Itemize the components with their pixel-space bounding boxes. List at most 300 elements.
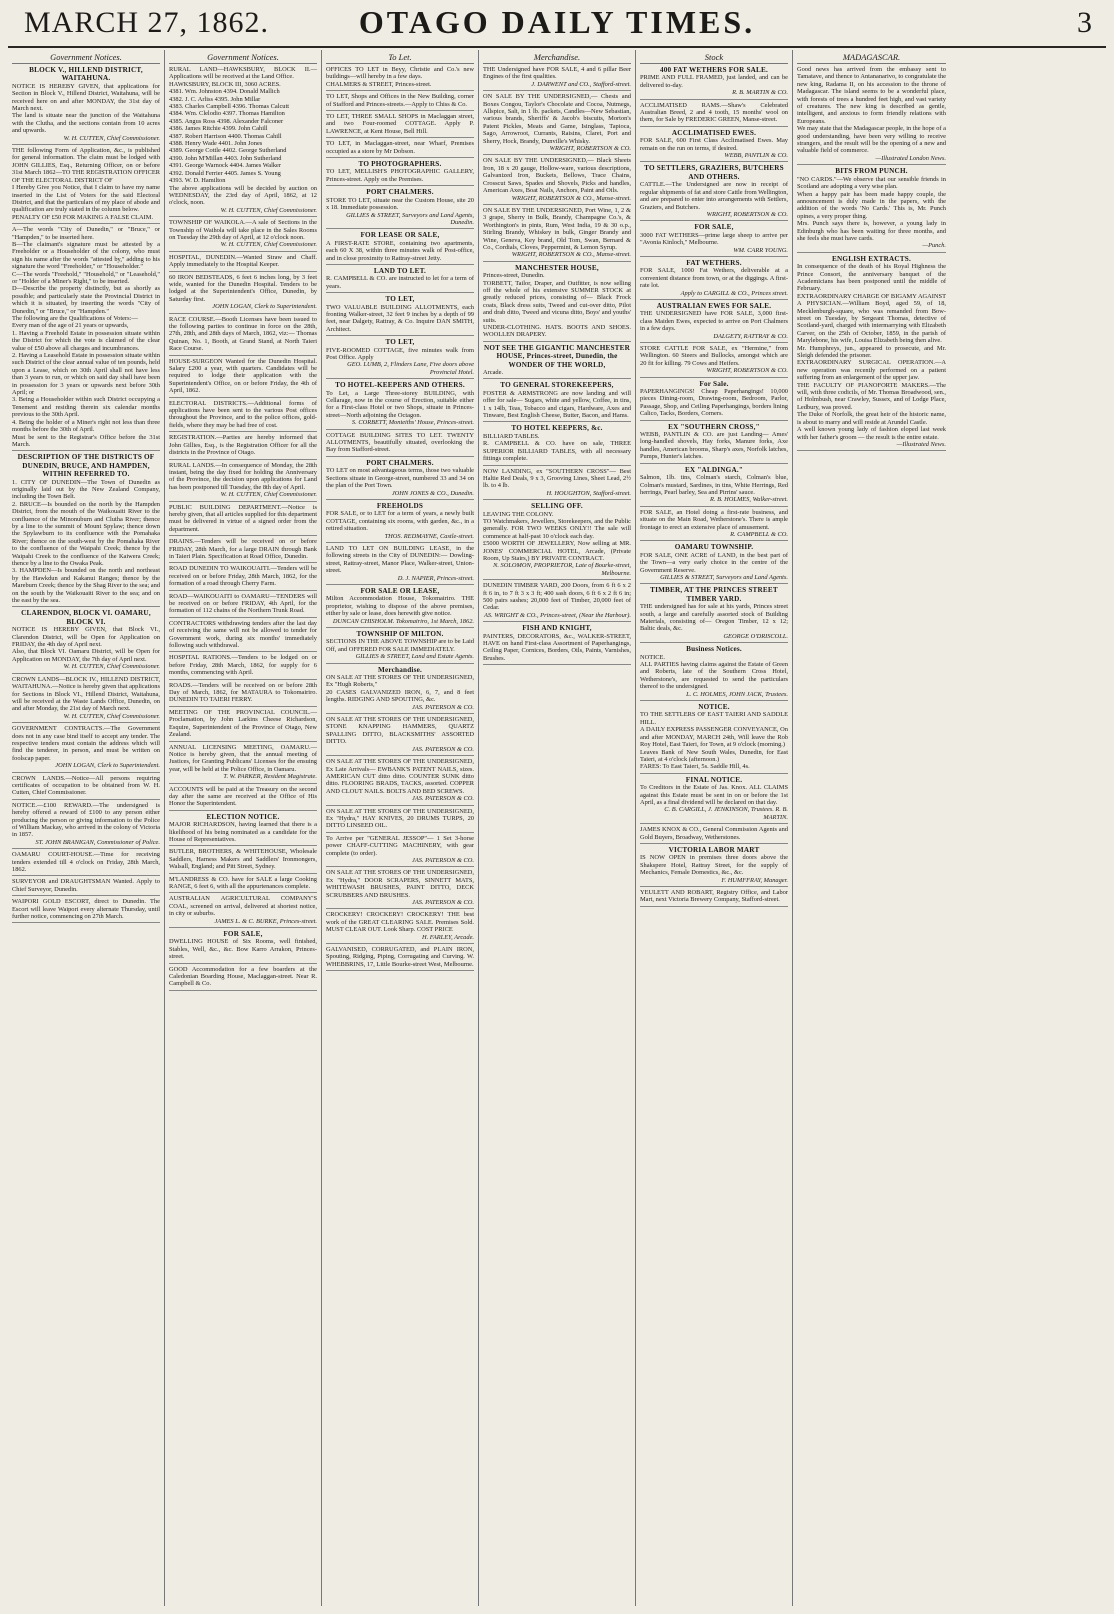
advertisement-line: ON SALE AT THE STORES OF THE UNDERSIGNED, Ex "Hydra," DOOR SCRAPERS, SINNETT MATS, WHITEWASH BRUSHES, PAINT DITTO, DECK SCRUBBERS AND BRUSHES. — [326, 869, 474, 899]
advertisement — [12, 66, 160, 145]
advertisement-body — [326, 835, 474, 857]
advertisement-line: TORBETT, Tailor, Draper, and Outfitter, is now selling off the whole of his extensive SUMMER STOCK at greatly reduced prices, consisting of— Black Frock coats, Black dress suits, Tweed and cut-over ditto, Pilot and drab ditto, Tweed and vicuna ditto, Boys' and youths' suits. — [483, 279, 631, 324]
advertisement-line: GOVERNMENT CONTRACTS.—The Government does not in any case bind itself to accept any tender. The respective tenders must contain the address which will find the tenderer, in person, and must be written on foolscap paper. — [12, 725, 160, 762]
advertisement-line: OFFICES TO LET in Beyy, Christie and Co.'s new buildings—will hereby in a few days. — [326, 66, 474, 81]
advertisement — [326, 716, 474, 756]
advertisement-body — [169, 620, 317, 650]
advertisement-line: RACE COURSE.—Booth Licenses have been issued to the following parties to continue in force on the 28th, 27th, 28th, and 28th days of March, 1862, viz:— Thomas Quinan, No. 1, Booth, at Grand Stand, at North Taieri Race Course. — [169, 315, 317, 353]
advertisement-title: TO LET, — [385, 295, 415, 304]
column-2 — [165, 50, 322, 1606]
advertisement-line: BILLIARD TABLES. — [483, 432, 540, 440]
advertisement-line: PRIME AND FULL FRAMED, just landed, and can be delivered to-day. — [640, 74, 788, 89]
advertisement-title: TO GENERAL STOREKEEPERS, — [500, 381, 614, 390]
advertisement-body — [326, 946, 474, 968]
advertisement-line: 4393. W. D. Hamilton — [169, 177, 226, 185]
advertisement-signature: W. H. CUTTEN, Chief Commissioner. — [63, 663, 160, 671]
advertisement-line: 4383. Charles Campbell 4396. Thomas Calcutt — [169, 103, 290, 111]
advertisement-line: HOSPITAL, DUNEDIN.—Wanted Straw and Chaff. Apply immediately to the Hospital Keeper. — [169, 253, 317, 269]
advertisement-body — [483, 157, 631, 194]
advertisement-signature: JOHN JONES & CO., Dunedin. — [391, 489, 474, 497]
advertisement-line: CROCKERY! CROCKERY! CROCKERY! THE best work of the GREAT CLEARING SALE. Premises Sold. MUST CLEAR OUT. Look Sharp. COST PRICE — [326, 911, 474, 934]
advertisement-line: ELECTORAL DISTRICTS.—Additional forms of applications have been sent to the various Post offices throughout the Province, and to the police offices, gold-fields, where they may be had free of cost. — [169, 399, 317, 429]
advertisement — [169, 274, 317, 314]
advertisement-line: A well known young lady of fashion eloped last week with her father's groom — the result is the entire estate. — [797, 426, 946, 441]
advertisement-line: PAINTERS, DECORATORS, &c., WALKER-STREET, HAVE on hand First-class Assortment of Paperhangings, Ceiling Paper, Cornices, Borders, Oils, Paints, Varnishes, Brushes. — [483, 632, 631, 662]
advertisement-line: When a happy pair has been made happy couple, the announcement is duly made in the papers, with the addition of the words 'No Cards.' This is, Mr. Punch opines, a very proper thing. — [797, 190, 946, 220]
advertisement — [483, 624, 631, 665]
advertisement-line: CROWN LANDS—BLOCK IV., HILLEND DISTRICT, WAITAHUNA.—Notice is hereby given that applications for Sections in Block VI., Hillend District, Waitahuna, will be received at the Waste Lands Office, Dunedin, on and after Monday, the 21st day of March next. — [12, 675, 160, 713]
column-heading: To Let. — [326, 52, 474, 64]
advertisement-body — [169, 895, 317, 917]
advertisement-line: MAJOR RICHARDSON, having learned that there is a likelihood of his being nominated as a candidate for the House of Representatives. — [169, 821, 317, 843]
advertisement — [640, 164, 788, 221]
advertisement — [169, 358, 317, 398]
advertisement-line: 3. HAMPDEN—Is bounded on the north and northeast by the Hawkdun and Kakanui Ranges; thence by the Mareburn Creek; thence by the Shag River to the sea; and on the south by the Waikouaiti River to the sea; and on the east by the sea. — [12, 567, 161, 605]
advertisement-body — [169, 682, 317, 704]
advertisement-body — [640, 711, 788, 770]
advertisement-signature: W. H. CUTTEN, Chief Commissioner. — [220, 241, 317, 249]
advertisement — [326, 432, 474, 457]
advertisement — [640, 466, 788, 507]
advertisement-line: Also, that Block VI. Oamaru District, will be Open for Application on MONDAY, the 7th day of April next. — [12, 648, 160, 663]
advertisement-body — [640, 509, 788, 531]
advertisement-line: FOSTER & ARMSTRONG are now landing and will offer for sale— Sugars, white and yellow, Coffee, in tins, 1 x 14lb, Teas, Tobacco and cigars, Hardware, Axes and Tinware, Best English Cheese, Butter, Bacon, and Hams. — [483, 389, 631, 420]
advertisement-body — [169, 848, 317, 870]
advertisement-line: The land is situate near the junction of the Waitahuna with the Clutha, and the sections contain from 10 acres and upwards. — [12, 112, 160, 135]
advertisement-line: The Duke of Norfolk, the great heir of the historic name, is about to marry and will reside at Arundel Castle. — [797, 411, 946, 426]
advertisement — [12, 802, 160, 849]
advertisement-body — [326, 545, 474, 575]
advertisement-line: ROAD DUNEDIN TO WAIKOUAITI.—Tenders will be received on or before Friday, 28th March, 1862, for the formation of a road through Cherry Farm. — [169, 565, 317, 588]
advertisement-line: Good news has arrived from the embassy sent to Tamatave, and thence to Antananarivo, to congratulate the new king, Radama II, on his accession to the throne of Madagascar. The island seems to be a wonderful place, with forests of trees a hundred feet high, and vast variety of creatures. The new king is described as gentle, intelligent, and anxious to form friendly relations with Europeans. — [797, 66, 946, 125]
advertisement — [169, 930, 317, 964]
advertisement — [12, 775, 160, 800]
advertisement-body — [640, 552, 788, 574]
advertisement — [483, 381, 631, 422]
masthead-rule — [8, 46, 1106, 48]
column-heading: Government Notices. — [12, 52, 160, 64]
advertisement-title: ELECTION NOTICE. — [206, 812, 280, 821]
advertisement-line: THE following Form of Application, &c., is published for general information. The claim must be lodged with JOHN GILLIES, Esq., Returning Officer, on or before 31st March 1862—TO THE REGISTRATION OFFICER OF THE ELECTORAL DISTRICT OF — [12, 147, 160, 184]
column-6 — [793, 50, 950, 1606]
advertisement-body — [12, 626, 160, 663]
advertisement-line: ALL PARTIES having claims against the Estate of Green and Roberts, late of the Southern Cross Hotel, Wetherstone's, are requested to send the particulars thereof to the undersigned. — [640, 661, 788, 691]
advertisement-title: Merchandise. — [378, 665, 422, 674]
advertisement-line: 4382. J. C. Arliss 4395. John Millar — [169, 95, 261, 103]
advertisement — [326, 338, 474, 379]
advertisement — [640, 543, 788, 584]
advertisement-line: CATTLE.—The Undersigned are now in receipt of regular shipments of fat and store Cattle from Wellington, and are prepared to enter into arrangements with Settlers, Graziers, and Butchers. — [640, 181, 788, 211]
advertisement-signature: ST. JOHN BRANIGAN, Commissioner of Police. — [35, 838, 160, 846]
advertisement-line: ACCLIMATISED RAMS.—Shaw's Celebrated Australian Breed, 2 and 4 tooth, 15 months' wool on them, for Sale by FREDERIC GREEN, Manse-street. — [640, 101, 788, 124]
advertisement-title: FOR LEASE OR SALE, — [360, 231, 440, 240]
advertisement-title: FOR SALE, — [223, 930, 263, 939]
advertisement-signature: C. B. CARGILL, J. JENKINSON, Trustees. R. B. MARTIN. — [664, 806, 788, 821]
advertisement — [640, 259, 788, 300]
advertisement — [326, 113, 474, 138]
advertisement-line: FOR SALE, 1000 Fat Wethers, deliverable at a convenient distance from town, or at the diggings. A first-rate lot. — [640, 267, 788, 290]
advertisement-body — [326, 390, 474, 420]
advertisement — [169, 744, 317, 784]
advertisement-line: Leaves Bank of New South Wales, Dunedin, for East Taieri, at 4 o'clock (afternoon.) — [640, 748, 788, 763]
advertisement-body — [169, 876, 317, 891]
advertisement-line: GALVANISED, CORRUGATED, and PLAIN IRON, Spouting, Ridging, Piping, Corrugating and Curving. W. WHEBBRINS, 17, Little Bourke-street West, Melbourne. — [326, 946, 474, 968]
advertisement-title: FAT WETHERS. — [686, 258, 742, 267]
advertisement — [797, 66, 946, 165]
advertisement-body — [326, 467, 474, 489]
advertisement — [483, 582, 631, 622]
advertisement-line: LEAVING THE COLONY. — [483, 510, 554, 518]
advertisement-line: Milton Accommodation House, Tokomairiro. THE proprietor, wishing to dispose of the above premises, either by sale or lease, does herewith give notice. — [326, 595, 474, 618]
advertisement — [797, 167, 946, 252]
advertisement-line: CROWN LANDS.—Notice—All persons requiring certificates of occupation to be obtained from W. H. Cutten, Chief Commissioner. — [12, 774, 160, 797]
advertisement-line: LAND TO LET ON BUILDING LEASE, in the following streets in the City of DUNEDIN:— Dowling-street, Rattray-street, Manor Place, Walker-street, Union-street. — [326, 544, 474, 575]
advertisement-line: EXTRAORDINARY SURGICAL OPERATION.—A new operation was recently performed on a patient suffering from an enlargement of the upper jaw. — [797, 359, 946, 382]
advertisement — [326, 295, 474, 336]
advertisement-body — [326, 869, 474, 899]
advertisement-line: ACCOUNTS will be paid at the Treasury on the second day after the same are received at the Office of His Honor the Superintendent. — [169, 785, 317, 808]
advertisement-line: 4391. George Warnock 4404. James Walker — [169, 162, 282, 170]
advertisement-signature: GILLIES & STREET, Land and Estate Agents. — [355, 653, 474, 661]
advertisement — [326, 808, 474, 833]
advertisement-line: To Creditors in the Estate of Jas. Knox. ALL CLAIMS against this Estate must be sent in on or before the 1st April, as a final dividend will be declared on that day. — [640, 784, 788, 806]
advertisement-line: CONTRACTORS withdrawing tenders after the last day of receiving the same will not be allowed to tender for Government work, during six months' immediately following such withdrawal. — [169, 619, 317, 650]
advertisement-title: FINAL NOTICE. — [685, 775, 743, 784]
advertisement — [169, 620, 317, 653]
advertisement-body — [169, 593, 317, 615]
advertisement-title: EX "SOUTHERN CROSS," — [668, 422, 760, 431]
advertisement-body — [483, 511, 631, 563]
advertisement-signature: WM. CARR YOUNG. — [733, 246, 788, 254]
advertisement-line: FIVE-ROOMED COTTAGE, five minutes walk from Post Office. Apply — [326, 346, 474, 361]
advertisement-signature: T. W. PARKER, Resident Magistrate. — [223, 773, 317, 781]
advertisement-line: ON SALE BY THE UNDERSIGNED,— Black Sheets Iron, 18 x 20 gauge, Hollow-ware, various descriptions, Galvanized Iron, Buckets, Bellows, Trace Chains, Crosscut Saws, Spades and Shovels, Picks and handles, American Axes, Boat Nails, Anchors, Paint and Oils. — [483, 157, 631, 195]
advertisement — [169, 813, 317, 847]
advertisement-title: DESCRIPTION OF THE DISTRICTS OF DUNEDIN, BRUCE, AND HAMPDEN, WITHIN REFERRED TO. — [17, 453, 155, 479]
advertisement-signature: —Illustrated News. — [896, 440, 946, 448]
advertisement-body — [326, 716, 474, 746]
advertisement-signature: L. C. HOLMES, JOHN JACK, Trustees. — [686, 690, 788, 698]
advertisement-signature: D. J. NAPIER, Princes-street. — [397, 574, 474, 582]
advertisement-signature: JOHN LOGAN, Clerk to Superintendent. — [212, 303, 317, 311]
advertisement-signature: W. H. CUTTEN, Chief Commissioner. — [63, 134, 160, 142]
advertisement-signature: R. B. HOLMES, Walker-street. — [709, 496, 788, 504]
advertisement — [640, 776, 788, 824]
advertisement-body — [169, 254, 317, 269]
advertisement-line: ANNUAL LICENSING MEETING, OAMARU.—Notice is hereby given, that the annual meeting of Justices, for Granting Publicans' Licenses for the ensuing year, will be held at the Police Office, in Oamaru. — [169, 743, 317, 773]
advertisement — [326, 188, 474, 229]
advertisement-title: FREEHOLDS — [376, 501, 424, 510]
advertisement-body — [326, 275, 474, 290]
advertisement-signature: DALGETY, RATTRAY & CO. — [713, 332, 788, 340]
advertisement-line: ON SALE BY THE UNDERSIGNED,— Chests and Boxes Congou, Taylor's Chocolate and Cocoa, Nutmegs, Allspice, Salt, in 1 lb. packets, Candles—New Sebastian, various brands, Sheriffs' & Jacob's biscuits, Morton's Patent Pickles, Meats and Game, Isinglass, Tapioca, Sago, Arrowroot, Currants, Raisins, Claret, Port and Sherry, Hock, Brandy, Dunville's Whisky. — [483, 93, 631, 145]
advertisement — [640, 703, 788, 774]
advertisement-body — [797, 66, 946, 155]
advertisement-line: STORE TO LET, situate near the Custom House, site 20 x 18. Immediate possession. — [326, 196, 474, 212]
advertisement-line: AUSTRALIAN AGRICULTURAL COMPANY'S COAL, screened on arrival, delivered at shortest notice, in city or suburbs. — [169, 895, 317, 918]
advertisement-title: 400 FAT WETHERS FOR SALE. — [659, 66, 769, 74]
advertisement-title: OAMARU TOWNSHIP. — [674, 543, 754, 552]
advertisement-line: RURAL LAND—HAWKSBURY, BLOCK II.—Applications will be received at the Land Office. — [169, 66, 317, 81]
advertisement-line: NOTICE IS HEREBY GIVEN, that Block VI., Clarendon District, will be Open for Application on FRIDAY, the 4th day of April next. — [12, 626, 160, 649]
advertisement-title: CLARENDON, BLOCK VI. OAMARU, BLOCK VI. — [21, 609, 151, 626]
advertisement-body — [483, 433, 631, 463]
advertisement-body — [326, 240, 474, 262]
masthead — [0, 0, 1114, 46]
advertisement — [169, 876, 317, 894]
advertisement-line: ROADS.—Tenders will be received on or before 28th Day of March, 1862, for MATAURA to Tokomairiro. DUNEDIN TO TAIERI FERRY. — [169, 681, 317, 704]
advertisement-signature: S. CORBETT, Monteiths' House, Princes-street. — [351, 419, 474, 427]
advertisement-line: FARES: To East Taieri, 5s. Saddle Hill, 4s. — [640, 763, 750, 771]
advertisement-signature: WRIGHT, ROBERTSON & CO., Manse-street. — [511, 194, 631, 202]
advertisement — [326, 835, 474, 868]
advertisement-signature: THOS. REDMAYNE, Castle-street. — [384, 532, 474, 540]
advertisement-line: FOR SALE, or to LET for a term of years, a newly built COTTAGE, containing six rooms, with garden, &c., in a retired situation. — [326, 510, 474, 533]
advertisement-body — [640, 345, 788, 367]
advertisement-signature: WRIGHT, ROBERTSON & CO. — [706, 367, 788, 375]
advertisement — [640, 129, 788, 163]
advertisement-body — [640, 388, 788, 418]
advertisement-line: Every man of the age of 21 years or upwards, — [12, 322, 129, 330]
advertisement — [483, 344, 631, 380]
advertisement-body — [326, 510, 474, 532]
advertisement — [169, 895, 317, 928]
advertisement-line: GOOD Accommodation for a few boarders at the Caledonian Boarding House, Maclaggan-street. Near R. Campbell & Co. — [169, 965, 317, 988]
advertisement-line: THE UNDERSIGNED have FOR SALE, 3,000 first-class Maiden Ewes, expected to arrive on Port Chalmers in a few days. — [640, 310, 788, 333]
advertisement-signature: GEO. LUMB, 2, Flinders Lane, Five doors above Provincial Hotel. — [347, 361, 474, 376]
advertisement-line: Mr. Humphreys, jun., appeared to prosecute, and Mr. Sleigh defended the prisoner. — [797, 344, 946, 360]
advertisement — [326, 267, 474, 293]
advertisement — [483, 502, 631, 580]
advertisement-line: ON SALE AT THE STORES OF THE UNDERSIGNED, Ex Late Arrivals— EWBANK'S PATENT NAILS, sizes. AMERICAN CUT ditto ditto. COUNTER SUNK ditto ditto. FLOORING BRADS, TACKS, assorted. COPPER AND CLOUT NAILS. BOLTS AND BED SCREWS. — [326, 758, 474, 795]
advertisement-body — [169, 938, 317, 960]
advertisement-body — [169, 744, 317, 774]
advertisement-line: C—The words "Freehold," "Household," or "Leasehold," or "Holder of a Miner's Right," to be inserted. — [12, 270, 160, 285]
advertisement-line: OAMARU COURT-HOUSE.—Time for receiving tenders extended till 4 o'clock on Friday, 28th March, 1862. — [12, 851, 160, 874]
advertisement-signature: —Illustrated London News. — [875, 154, 946, 162]
advertisement — [12, 898, 160, 923]
advertisement — [640, 889, 788, 907]
advertisement-body — [326, 638, 474, 653]
advertisement-line: 4392. Donald Ferrier 4405. James S. Young — [169, 169, 281, 177]
advertisement — [326, 666, 474, 714]
advertisement-signature: GILLIES & STREET, Surveyors and Land Agents, Dunedin. — [346, 211, 474, 226]
advertisement-body — [326, 140, 474, 155]
advertisement-line: 3000 FAT WETHERS—prime large sheep to arrive per "Avonia Kinloch," Melbourne. — [640, 231, 788, 247]
advertisement-body — [640, 826, 788, 841]
column-heading: Government Notices. — [169, 52, 317, 64]
advertisement-line: We may state that the Madagascar people, in the hope of a good understanding, have been very willing to receive strangers, and the result will be the opening of a new and valuable field of commerce. — [797, 125, 946, 155]
advertisement — [640, 102, 788, 127]
advertisement-body — [326, 168, 474, 183]
advertisement — [169, 434, 317, 459]
advertisement-body — [169, 709, 317, 739]
advertisement-title: NOTICE. — [698, 703, 730, 712]
advertisement — [797, 255, 946, 452]
advertisement-signature: R. CAMPBELL & CO. — [730, 530, 788, 538]
advertisement-line: 4388. Henry Wade 4401. John Jones — [169, 140, 263, 148]
advertisement-body — [169, 316, 317, 353]
advertisement-line: 4389. George Cottle 4402. George Sutherland — [169, 147, 287, 155]
advertisement-line: DUNEDIN TIMBER YARD, 200 Doors, from 6 ft 6 x 2 ft 6 in, to 7 ft 3 x 3 ft; 400 sash doors, 6 ft 6 x 2 ft 6 in; 500 pairs sashes; 20,000 feet of Timber, 20,000 feet of Cedar. — [483, 582, 631, 612]
advertisement-body — [12, 147, 160, 221]
advertisement-body — [797, 176, 946, 243]
advertisement-title: AUSTRALIAN EWES FOR SALE. — [656, 301, 772, 310]
advertisement-signature: JAS. PATERSON & CO. — [412, 899, 474, 906]
advertisement-signature: W. H. CUTTEN, Chief Commissioner. — [63, 712, 160, 720]
advertisement — [326, 911, 474, 944]
advertisement — [12, 226, 160, 451]
advertisement-line: PUBLIC BUILDING DEPARTMENT.—Notice is hereby given, that all articles supplied for this department must be delivered in virtue of a signed order from the department. — [169, 503, 317, 533]
advertisement-body — [326, 808, 474, 830]
advertisement — [169, 848, 317, 873]
advertisement — [169, 709, 317, 742]
advertisement — [640, 423, 788, 464]
advertisement-line: £5000 WORTH OF JEWELLERY, Now selling at MR. JONES' COMMERCIAL HOTEL, Arcade, (Private Room, Up Stairs,) BY PRIVATE CONTRACT. — [483, 540, 631, 562]
advertisement-line: WEBB, PANTLIN & CO. are just Landing— Ames' long-handled shovels, Hay forks, Manure forks, Axe handles, American brooms, Sharp's axes, Norfolk latches, Pumps, Hunter's latches. — [640, 431, 788, 461]
advertisement-line: NOTICE IS HEREBY GIVEN, that applications for Section in Block V., Hillend District, Waitahuna, will be received here on and after MONDAY, the 31st day of March next. — [12, 82, 160, 113]
column-heading: Stock — [640, 52, 788, 64]
advertisement — [483, 264, 631, 342]
advertisement-line: IS NOW OPEN in premises three doors above the Shakspere Hotel, Rattray Street, for the supply of Mechanics, Female Domestics, &c., &c. — [640, 854, 788, 877]
advertisement-line: 60 IRON BEDSTEADS, 6 feet 6 inches long, by 3 feet wide, wanted for the Dunedin Hospital. Tenders to be lodged at the Superintendent's Office, Dunedin, by Saturday first. — [169, 273, 317, 303]
advertisement-line: R. CAMPBELL & CO. are instructed to let for a term of years. — [326, 275, 474, 290]
advertisement-line: CHALMERS & STREET, Princes-street. — [326, 80, 432, 88]
advertisement-body — [797, 263, 946, 441]
advertisement-signature: JAS. PATERSON & CO. — [412, 795, 474, 803]
advertisement — [169, 593, 317, 618]
advertisement — [640, 509, 788, 542]
advertisement-line: YEULETT AND ROBART, Registry Office, and Labor Mart, next Victoria Brewery Company, Stafford-street. — [640, 889, 788, 904]
advertisement-title: EX "ALDINGA." — [684, 465, 744, 474]
advertisement-body — [12, 83, 160, 135]
advertisement — [12, 725, 160, 772]
advertisement-line: DRAINS.—Tenders will be received on or before FRIDAY, 28th March, for a large DRAIN through Bank in Taieri Plain. Specification at Road Office, Dunedin. — [169, 538, 317, 560]
advertisement-title: FOR SALE, — [694, 223, 734, 232]
advertisement-line: 4. Being the holder of a Miner's right not less than three months before the 30th of April. — [12, 418, 160, 434]
advertisement-body — [326, 595, 474, 617]
advertisement-line: JAMES KNOX & CO., General Commission Agents and Gold Buyers, Broadway, Wetherstones. — [640, 826, 788, 841]
advertisement-line: M'LANDRESS & CO. have for SALE a large Cooking RANGE, 6 feet 6, with all the appurtenances complete. — [169, 875, 317, 890]
advertisement-line: STORE CATTLE FOR SALE, ex "Hermine," from Wellington. 60 Steers and Bullocks, amongst which are 20 fit for killing. 79 Cows and Heifers. — [640, 345, 788, 367]
advertisement-line: PAPERHANGINGS! Cheap Paperhangings! 10,000 pieces Dining-room, Drawing-room, Bedroom, Parlor, Passage, Shop, and Ceiling Paperhangings, borders lining Calico, Tacks, Borders, Corners. — [640, 388, 788, 418]
advertisement-body — [640, 854, 788, 876]
advertisement — [326, 93, 474, 111]
advertisement-line: HOUSE-SURGEON Wanted for the Dunedin Hospital. Salary £200 a year, with quarters. Candidates will be required to lodge their application with the Superintendent's Office, on or before Friday, the 4th of April, 1862. — [169, 357, 317, 395]
advertisement-body — [12, 226, 160, 448]
advertisement — [169, 254, 317, 272]
advertisement-line: 2. Having a Leasehold Estate in possession situate within such District of the clear annual value of ten pounds, held upon a Lease, which on 30th April shall not have less than 3 years to run, or which on said day shall have been in possession for 3 years or upwards next before 30th April; or — [12, 352, 160, 397]
advertisement — [640, 826, 788, 844]
advertisement-body — [640, 474, 788, 496]
advertisement-line: I Hereby Give you Notice, that I claim to have my name inserted in the List of Voters for the said Electoral District, and that the particulars of my place of abode and qualification are truly stated in the column below. — [12, 184, 160, 214]
advertisement-line: The above applications will be decided by auction on WEDNESDAY, the 23rd day of April, 1862, at 12 o'clock, noon. — [169, 184, 317, 207]
advertisement-line: BUTLER, BROTHERS, & WHITEHOUSE, Wholesale Saddlers, Harness Makers and Saddlers' Ironmongers, Walsall, England; and Pitt Street, Sydney. — [169, 848, 317, 871]
advertisement-body — [326, 66, 474, 88]
advertisement-line: 4386. James Ritchie 4399. John Cahill — [169, 125, 268, 133]
advertisement-body — [640, 889, 788, 904]
advertisement-line: HAWKSBURY, BLOCK III, 3060 ACRES. — [169, 80, 281, 88]
advertisement-signature: JAS. PATERSON & CO. — [412, 703, 474, 711]
column-heading: MADAGASCAR. — [797, 52, 946, 64]
advertisement-signature: JAS. PATERSON & CO. — [412, 745, 474, 753]
advertisement-body — [326, 197, 474, 212]
advertisement-signature: N. SOLOMON, PROPRIETOR, Late of Bourke-street, Melbourne. — [493, 562, 631, 577]
advertisement-line: A DAILY EXPRESS PASSENGER CONVEYANCE, On and after MONDAY, MARCH 24th, Will leave the Rob Roy Hotel, East Taieri, for Town, at 9 o'clock (morning.) — [640, 726, 788, 749]
advertisement-body — [326, 304, 474, 334]
advertisement — [326, 869, 474, 909]
advertisement — [169, 462, 317, 502]
advertisement-signature: W. H. CUTTEN, Chief Commissioner. — [220, 491, 317, 499]
advertisement — [326, 231, 474, 265]
advertisement — [483, 93, 631, 155]
advertisement-body — [640, 431, 788, 461]
advertisement-line: 4384. Wm. Clelodio 4397. Thomas Hamilton — [169, 110, 285, 118]
advertisement-body — [640, 137, 788, 152]
advertisement-line: MEETING OF THE PROVINCIAL COUNCIL.—Proclamation, by John Larkins Cheese Richardson, Esquire, Superintendent of the Province of Otago, New Zealand. — [169, 708, 317, 739]
advertisement — [640, 223, 788, 257]
advertisement-line: TO THE SETTLERS OF EAST TAIERI AND SADDLE HILL. — [640, 711, 788, 726]
advertisement-line: ON SALE AT THE STORES OF THE UNDERSIGNED, STONE KNAPPING HAMMERS, QUARTZ SPALLING DITTO, BLACKSMITHS' ASSORTED DITTO. — [326, 716, 474, 746]
advertisement-line: COTTAGE BUILDING SITES TO LET. TWENTY ALLOTMENTS, beautifully situated, overlooking the Bay from Stafford-street. — [326, 431, 474, 454]
advertisement-title: BLOCK V., HILLEND DISTRICT, WAITAHUNA. — [29, 66, 143, 83]
advertisement-line: A FIRST-RATE STORE, containing two apartments, each 60 X 38, within three minutes walk of Post-office, and in close proximity to Rattray-street Jetty. — [326, 239, 474, 262]
advertisement-body — [169, 966, 317, 988]
advertisement-body — [483, 633, 631, 663]
advertisement-title: NOT SEE THE GIGANTIC MANCHESTER HOUSE, Princes-street, Dunedin, the WONDER OF THE WORLD, — [483, 343, 631, 369]
advertisement-body — [483, 66, 631, 81]
advertisement-line: WAIPORI GOLD ESCORT, direct to Dunedin. The Escort will leave Waipori every alternate Thursday, until further notice, commencing on 27th March. — [12, 898, 160, 921]
advertisement-title: ENGLISH EXTRACTS. — [832, 254, 911, 263]
advertisement-body — [483, 272, 631, 339]
advertisement-body — [169, 462, 317, 492]
advertisement-line: The following are the Qualifications of Voters:— — [12, 315, 138, 322]
advertisement-line: 3. Being a Householder within such District occupying a Tenement and residing therein six calendar months previous to the 30th April. — [12, 396, 160, 419]
advertisement-line: REGISTRATION.—Parties are hereby informed that John Gillies, Esq., is the Registration Officer for all the districts in the Province of Otago. — [169, 434, 317, 457]
advertisement-title: TO PHOTOGRAPHERS. — [358, 160, 442, 169]
advertisement — [326, 587, 474, 628]
advertisement-line: 4390. John M'Millan 4403. John Sutherland — [169, 154, 282, 162]
advertisement — [12, 878, 160, 896]
advertisement-body — [640, 603, 788, 633]
advertisement-title: PORT CHALMERS. — [366, 458, 434, 467]
advertisement-body — [169, 538, 317, 560]
advertisement-body — [12, 878, 160, 893]
advertisement-signature: AS. WRIGHT & CO., Princes-street, (Near the Harbour). — [484, 611, 631, 619]
advertisement-line: In consequence of the death of his Royal Highness the Prince Consort, the anniversary banquet of the Academicians has been postponed until the middle of February. — [797, 263, 946, 293]
advertisement-body — [12, 898, 160, 920]
advertisement-signature: DUNCAN CHISHOLM. Tokomairiro, 1st March, 1862. — [332, 617, 474, 625]
advertisement — [169, 966, 317, 991]
advertisement-body — [483, 468, 631, 490]
advertisement — [169, 504, 317, 537]
advertisement-body — [169, 565, 317, 587]
advertisement-body — [169, 434, 317, 456]
advertisement — [640, 302, 788, 343]
advertisement — [483, 468, 631, 501]
advertisement — [640, 645, 788, 701]
advertisement-title: SELLING OFF. — [531, 502, 583, 511]
advertisement — [169, 219, 317, 252]
advertisement-line: THE undersigned has for sale at his yards, Princes street south, a large and carefully assorted stock of Building Materials, consisting of— Oregon Timber, 12 x 12; Baltic deals, &c. — [640, 603, 788, 633]
advertisement — [326, 545, 474, 585]
advertisement-signature: Apply to CARGILL & CO., Princes street. — [680, 289, 788, 297]
advertisement-body — [12, 775, 160, 797]
advertisement-line: 1. Having a Freehold Estate in possession situate within the District for which the vote is claimed of the clear value of £50 above all charges and incumbrances. — [12, 329, 160, 352]
advertisement-line: SURVEYOR and DRAUGHTSMAN Wanted. Apply to Chief Surveyor, Dunedin. — [12, 878, 160, 893]
advertisement — [326, 140, 474, 158]
advertisement — [169, 565, 317, 590]
